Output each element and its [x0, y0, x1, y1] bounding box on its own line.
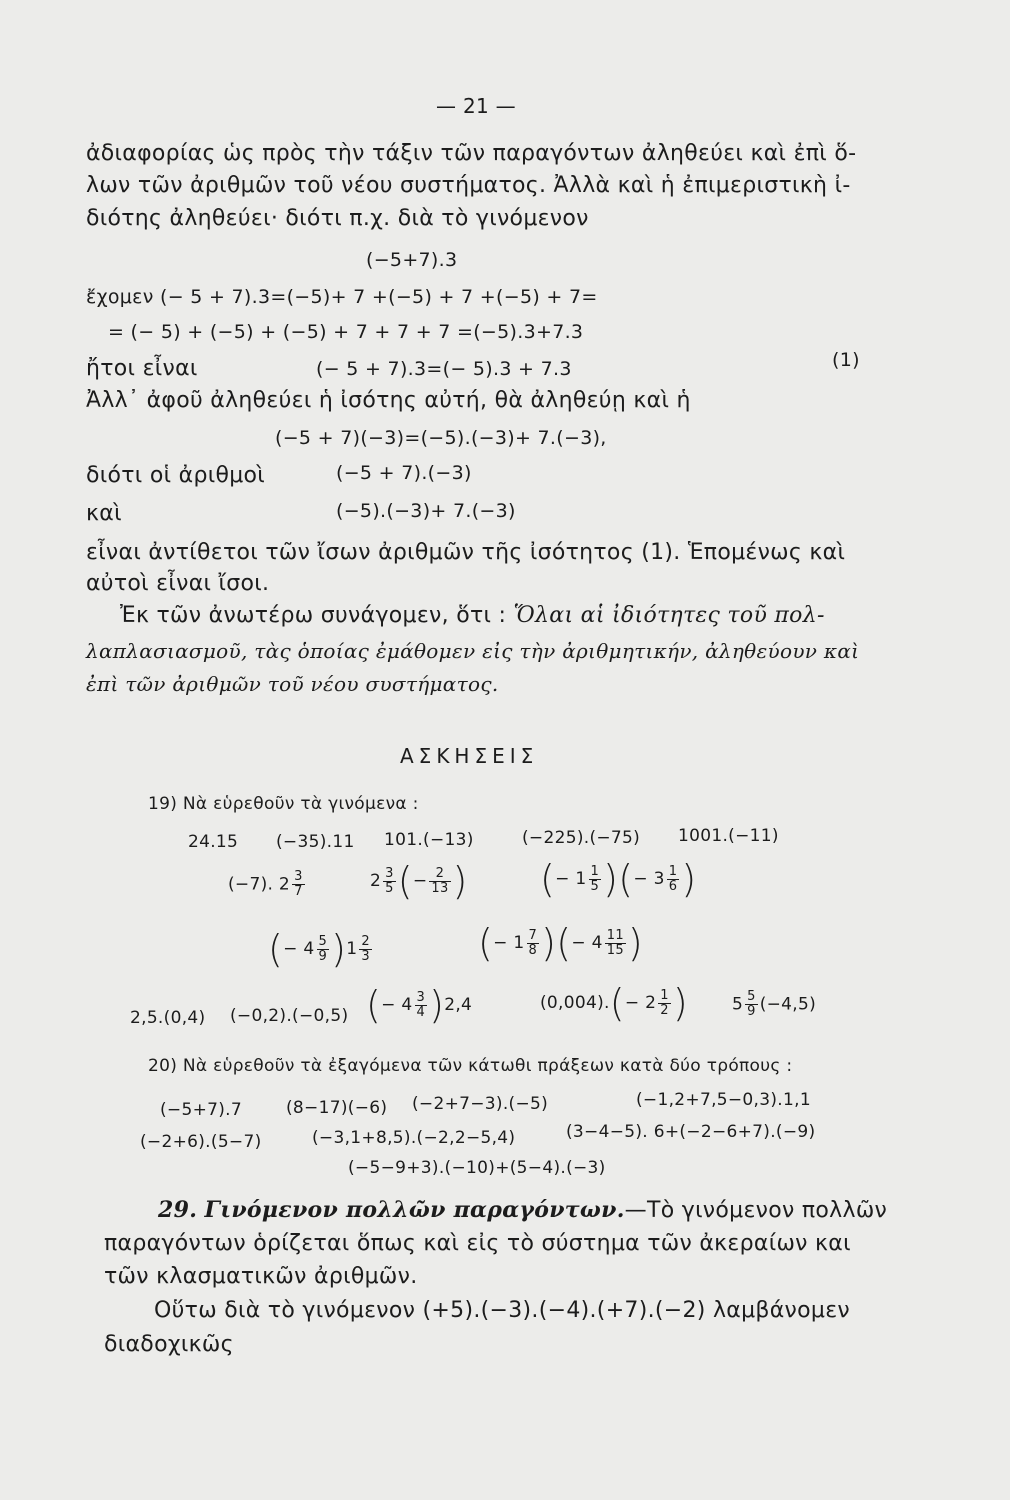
exercise-item: (−3,1+8,5).(−2,2−5,4) [312, 1128, 516, 1148]
section-29-heading [158, 1196, 887, 1225]
exercise-item: (0,004).(− 2 $\frac{1}{2}$ ) [540, 981, 688, 1025]
exercise-19-title: 19) Νὰ εὑρεθοῦν τὰ γινόμενα : [148, 794, 419, 814]
term: 1 [346, 939, 358, 959]
fraction: $\frac{1}{5}$ [590, 863, 600, 894]
equation-label: διότι οἱ ἀριθμοὶ [86, 463, 266, 488]
section-title: Γινόμενον πολλῶν παραγόντων. [204, 1197, 625, 1223]
equation-label: ἤτοι εἶναι [86, 356, 198, 381]
exercise-item: 1001.(−11) [678, 826, 779, 846]
section-number: 29. [158, 1197, 198, 1223]
conclusion-line [120, 602, 825, 630]
fraction: $\frac{2}{3}$ [361, 933, 370, 964]
exercise-item: 24.15 [188, 832, 239, 852]
paragraph-line: λων τῶν ἀριθμῶν τοῦ νέου συστήματος. Ἀλλὰ καὶ ἡ ἐπιμεριστικὴ ἰ- [86, 173, 851, 198]
mixed-number: − 4 [571, 933, 603, 953]
equation: (−5 + 7).(−3) [336, 462, 472, 484]
equation: (−5+7).3 [366, 249, 458, 271]
exercises-heading: ΑΣΚΗΣΕΙΣ [400, 744, 539, 768]
exercise-item: (−5+7).7 [160, 1100, 243, 1120]
exercise-item: (−2+7−3).(−5) [412, 1094, 549, 1114]
term: 2,4 [444, 995, 473, 1015]
exercise-item: 2,5.(0,4) [130, 1008, 206, 1028]
exercise-item: (− 4 $\frac{3}{4}$ )2,4 [366, 983, 473, 1027]
paragraph-line: διαδοχικῶς [104, 1332, 234, 1357]
mixed-number: − 2 [624, 993, 657, 1013]
mixed-number: − 1 [555, 869, 587, 889]
conclusion-italic: Ὅλαι αἱ ἰδιότητες τοῦ πολ- [513, 603, 825, 628]
term: 5 [732, 994, 744, 1015]
paragraph-line: ἀδιαφορίας ὡς πρὸς τὴν τάξιν τῶν παραγόντων ἀληθεύει καὶ ἐπὶ ὅ- [86, 141, 857, 166]
exercise-20-title: 20) Νὰ εὑρεθοῦν τὰ ἐξαγόμενα τῶν κάτωθι πράξεων κατὰ δύο τρόπους : [148, 1056, 793, 1076]
equation: (−5 + 7)(−3)=(−5).(−3)+ 7.(−3), [275, 427, 607, 449]
exercise-item [732, 990, 816, 1019]
fraction: $\frac{3}{5}$ [385, 865, 394, 896]
paragraph-line: Ἀλλ᾽ ἀφοῦ ἀληθεύει ἡ ἰσότης αὐτή, θὰ ἀληθεύῃ καὶ ἡ [86, 388, 691, 413]
equation: (−5).(−3)+ 7.(−3) [336, 500, 516, 522]
page-number: — 21 — [436, 94, 516, 118]
paragraph-line: Οὕτω διὰ τὸ γινόμενον (+5).(−3).(−4).(+7).(−2) λαμβάνομεν [154, 1298, 850, 1323]
exercise-item: (8−17)(−6) [286, 1098, 388, 1118]
fraction: $\frac{5}{9}$ [318, 933, 328, 964]
exercise-item: (−2+6).(5−7) [140, 1132, 262, 1152]
paragraph-line: εἶναι ἀντίθετοι τῶν ἴσων ἀριθμῶν τῆς ἰσότητος (1). Ἑπομένως καὶ [86, 540, 846, 565]
mixed-number: − 4 [283, 939, 315, 959]
exercise-item: (3−4−5). 6+(−2−6+7).(−9) [566, 1122, 816, 1142]
equation: ἔχομεν (− 5 + 7).3=(−5)+ 7 +(−5) + 7 +(−5) + 7= [86, 286, 598, 308]
exercise-item: (−35).11 [276, 832, 355, 852]
exercise-item: 101.(−13) [384, 830, 474, 850]
exercise-item: (−225).(−75) [522, 828, 641, 848]
paragraph-line: παραγόντων ὁρίζεται ὅπως καὶ εἰς τὸ σύστημα τῶν ἀκεραίων και [104, 1231, 851, 1256]
equation-number: (1) [832, 349, 860, 371]
exercise-item: (− 1 $\frac{1}{5}$ )(− 3 $\frac{1}{6}$ ) [540, 857, 697, 901]
fraction: $\frac{1}{2}$ [660, 987, 669, 1018]
mixed-number: − 3 [633, 869, 665, 889]
conclusion-lead: Ἐκ τῶν ἀνωτέρω συνάγομεν, ὅτι : [120, 603, 514, 628]
mixed-number: − 1 [493, 933, 525, 953]
fraction: $\frac{3}{4}$ [416, 989, 426, 1020]
equation: = (− 5) + (−5) + (−5) + 7 + 7 + 7 =(−5).3+7.3 [108, 321, 584, 343]
section-text: —Τὸ γινόμενον πολλῶν [624, 1198, 888, 1223]
fraction: $\frac{1}{6}$ [668, 863, 678, 894]
paragraph-line: διότης ἀληθεύει· διότι π.χ. διὰ τὸ γινόμενον [86, 206, 589, 231]
equation-label: καὶ [86, 501, 122, 526]
term: (0,004). [540, 993, 610, 1013]
exercise-item: 2 $\frac{3}{5}$ (− $\frac{2}{13}$ ) [370, 859, 468, 903]
exercise-item [228, 870, 307, 899]
term: (−4,5) [759, 994, 817, 1015]
exercise-item: (−0,2).(−0,5) [230, 1006, 349, 1026]
fraction: $\frac{2}{13}$ [431, 865, 449, 896]
fraction: $\frac{5}{9}$ [747, 989, 756, 1019]
exercise-item: (− 1 $\frac{7}{8}$ )(− 4 $\frac{11}{15}$ ) [478, 921, 644, 965]
conclusion-italic-line: λαπλασιασμοῦ, τὰς ὁποίας ἐμάθομεν εἰς τὴν ἀριθμητικήν, ἀληθεύουν καὶ [86, 639, 860, 663]
fraction: $\frac{11}{15}$ [606, 927, 624, 958]
exercise-item: (−5−9+3).(−10)+(5−4).(−3) [348, 1158, 606, 1178]
conclusion-italic-line: ἐπὶ τῶν ἀριθμῶν τοῦ νέου συστήματος. [86, 672, 499, 696]
term: (−7). 2 [228, 874, 291, 895]
exercise-item: (− 4 $\frac{5}{9}$ )1 $\frac{2}{3}$ [268, 927, 370, 971]
mixed-number: − 4 [381, 995, 413, 1015]
term: 2 [370, 871, 382, 891]
fraction: $\frac{3}{7}$ [294, 869, 303, 899]
sign: − [412, 871, 428, 891]
exercise-item: (−1,2+7,5−0,3).1,1 [636, 1090, 811, 1110]
paragraph-line: τῶν κλασματικῶν ἀριθμῶν. [104, 1264, 418, 1289]
fraction: $\frac{7}{8}$ [528, 927, 538, 958]
equation: (− 5 + 7).3=(− 5).3 + 7.3 [316, 358, 572, 380]
paragraph-line: αὐτοὶ εἶναι ἴσοι. [86, 571, 270, 596]
